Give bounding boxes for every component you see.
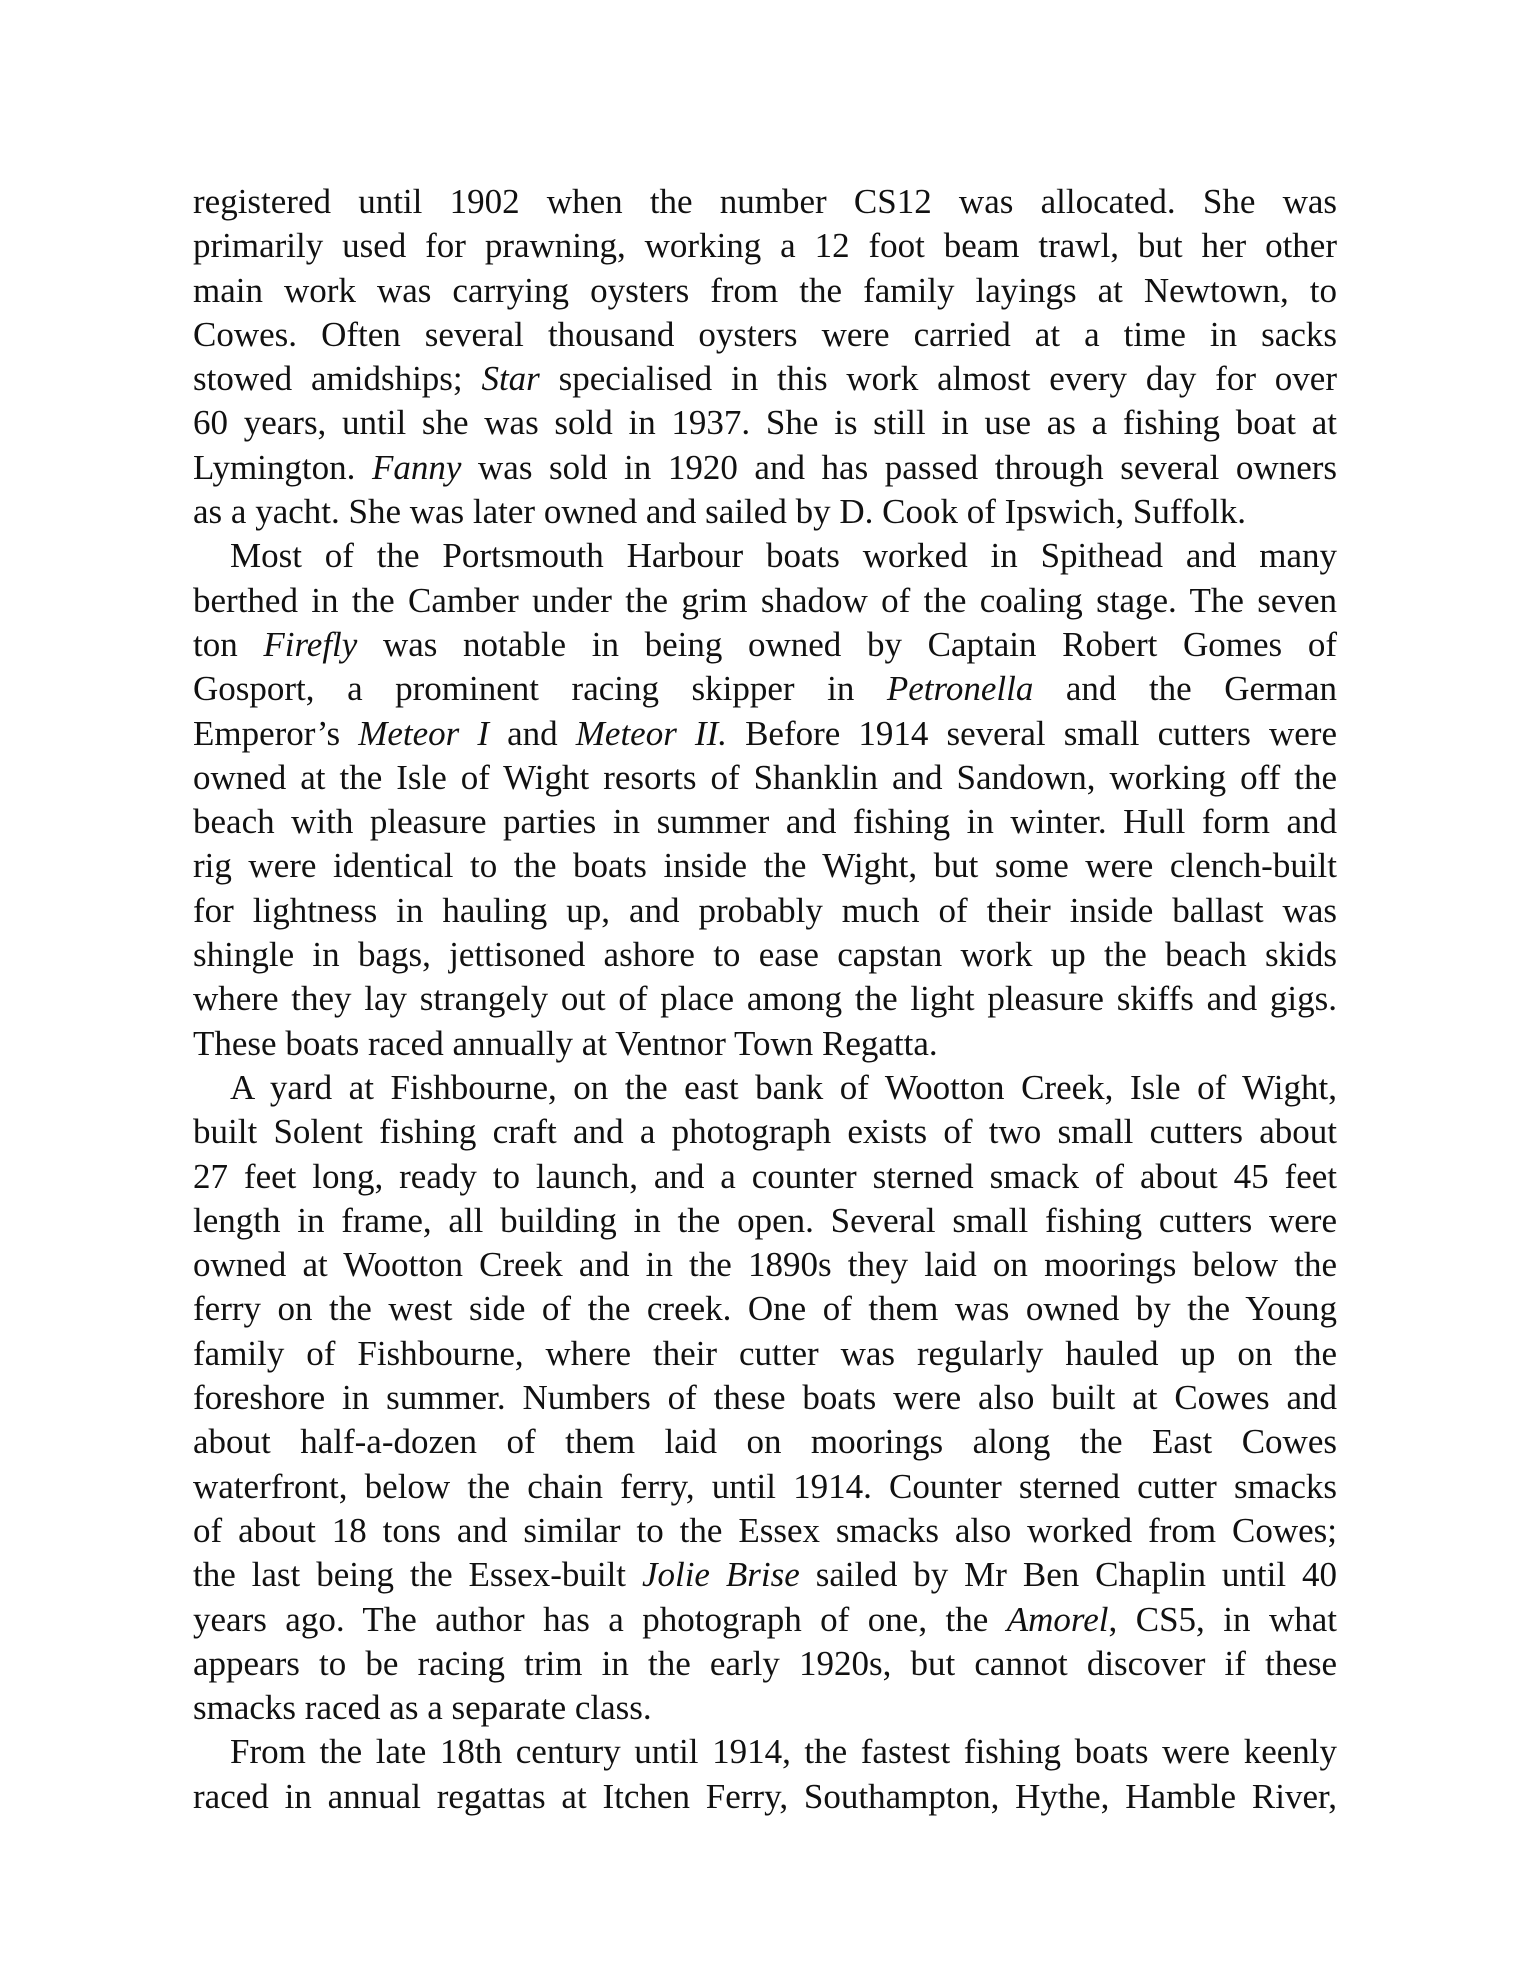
text-segment: waterfront, below the chain ferry, until 1914. Counter sterned cutter smacks [193, 1466, 1337, 1506]
italic-vessel-name: Jolie Brise [641, 1555, 800, 1595]
text-segment: foreshore in summer. Numbers of these boats were also built at Cowes and [193, 1378, 1337, 1418]
text-line [193, 1730, 1337, 1774]
text-segment: rig were identical to the boats inside the Wight, but some were clench-built [193, 846, 1337, 886]
text-line [193, 313, 1337, 357]
text-line [193, 1066, 1337, 1110]
italic-vessel-name: Firefly [263, 624, 358, 664]
text-segment: primarily used for prawning, working a 12 foot beam trawl, but her other [193, 226, 1337, 266]
text-segment: owned at the Isle of Wight resorts of Shanklin and Sandown, working off the [193, 757, 1337, 797]
text-line [193, 269, 1337, 313]
text-line [193, 756, 1337, 800]
text-segment: registered until 1902 when the number CS12 was allocated. She was [193, 182, 1337, 221]
text-segment: Before 1914 several small cutters were [726, 713, 1337, 753]
text-line [193, 889, 1337, 933]
italic-vessel-name: Meteor II. [575, 713, 727, 753]
text-segment: 60 years, until she was sold in 1937. She is still in use as a fishing boat at [193, 403, 1337, 443]
text-segment: was sold in 1920 and has passed through several owners [461, 447, 1337, 487]
text-segment: specialised in this work almost every day for over [539, 359, 1337, 399]
text-segment: Cowes. Often several thousand oysters were carried at a time in sacks [193, 314, 1337, 354]
text-segment: was notable in being owned by Captain Robert Gomes of [357, 624, 1337, 664]
text-line [193, 800, 1337, 844]
text-line [193, 1420, 1337, 1464]
text-segment: A yard at Fishbourne, on the east bank of Wootton Creek, Isle of Wight, [230, 1067, 1337, 1107]
text-segment: shingle in bags, jettisoned ashore to ease capstan work up the beach skids [193, 935, 1337, 975]
text-segment: ton [193, 624, 264, 664]
text-segment: Most of the Portsmouth Harbour boats worked in Spithead and many [230, 536, 1337, 576]
text-segment: built Solent fishing craft and a photograph exists of two small cutters about [193, 1112, 1337, 1152]
italic-vessel-name: Amorel [1006, 1599, 1109, 1639]
text-line [193, 623, 1337, 667]
text-line [193, 1553, 1337, 1597]
text-segment: length in frame, all building in the open. Several small fishing cutters were [193, 1200, 1337, 1240]
text-line [193, 180, 1337, 224]
text-segment: From the late 18th century until 1914, the fastest fishing boats were keenly [230, 1732, 1337, 1772]
text-segment: and [489, 713, 576, 753]
text-line [193, 977, 1337, 1021]
body-text [193, 180, 1337, 1819]
text-line [193, 1598, 1337, 1642]
text-segment: ferry on the west side of the creek. One of them was owned by the Young [193, 1289, 1337, 1329]
text-line [193, 1332, 1337, 1376]
text-line [193, 712, 1337, 756]
text-line [193, 224, 1337, 268]
text-segment: Lymington. [193, 447, 372, 487]
text-line [193, 1155, 1337, 1199]
text-segment: beach with pleasure parties in summer and fishing in winter. Hull form and [193, 802, 1337, 842]
text-segment: and the German [1033, 669, 1337, 709]
text-line [193, 1110, 1337, 1154]
text-line [193, 490, 1337, 534]
text-segment: main work was carrying oysters from the family layings at Newtown, to [193, 270, 1337, 310]
text-line [193, 1243, 1337, 1287]
text-line [193, 844, 1337, 888]
text-segment: smacks raced as a separate class. [193, 1688, 652, 1728]
paragraph [193, 1066, 1337, 1730]
paragraph [193, 534, 1337, 1066]
text-line [193, 1509, 1337, 1553]
text-line [193, 401, 1337, 445]
text-segment: stowed amidships; [193, 359, 482, 399]
text-line [193, 1022, 1337, 1066]
text-segment: where they lay strangely out of place among the light pleasure skiffs and gigs. [193, 979, 1337, 1019]
italic-vessel-name: Fanny [371, 447, 462, 487]
text-line [193, 357, 1337, 401]
text-line [193, 1287, 1337, 1331]
text-line [193, 1686, 1337, 1730]
text-segment: Gosport, a prominent racing skipper in [193, 669, 887, 709]
text-line [193, 1199, 1337, 1243]
text-line [193, 579, 1337, 623]
text-line [193, 1775, 1337, 1819]
text-segment: 27 feet long, ready to launch, and a counter sterned smack of about 45 feet [193, 1156, 1337, 1196]
text-segment: Emperor’s [193, 713, 359, 753]
text-line [193, 446, 1337, 490]
italic-vessel-name: Petronella [886, 669, 1034, 709]
text-line [193, 933, 1337, 977]
text-line [193, 1376, 1337, 1420]
text-segment: berthed in the Camber under the grim shadow of the coaling stage. The seven [193, 580, 1337, 620]
text-segment: as a yacht. She was later owned and sailed by D. Cook of Ipswich, Suffolk. [193, 492, 1247, 532]
text-segment: about half-a-dozen of them laid on moorings along the East Cowes [193, 1422, 1337, 1462]
text-line [193, 534, 1337, 578]
text-segment: years ago. The author has a photograph of one, the [193, 1599, 1007, 1639]
text-segment: the last being the Essex-built [193, 1555, 642, 1595]
italic-vessel-name: Star [481, 359, 540, 399]
text-segment: , CS5, in what [1108, 1599, 1337, 1639]
text-segment: for lightness in hauling up, and probably much of their inside ballast was [193, 890, 1337, 930]
text-segment: raced in annual regattas at Itchen Ferry, Southampton, Hythe, Hamble River, [193, 1776, 1337, 1816]
italic-vessel-name: Meteor I [358, 713, 490, 753]
text-segment: sailed by Mr Ben Chaplin until 40 [799, 1555, 1337, 1595]
text-segment: appears to be racing trim in the early 1920s, but cannot discover if these [193, 1643, 1337, 1683]
text-segment: owned at Wootton Creek and in the 1890s they laid on moorings below the [193, 1245, 1337, 1285]
text-segment: These boats raced annually at Ventnor Town Regatta. [193, 1023, 938, 1063]
text-segment: family of Fishbourne, where their cutter was regularly hauled up on the [193, 1333, 1337, 1373]
text-segment: of about 18 tons and similar to the Essex smacks also worked from Cowes; [193, 1510, 1337, 1550]
text-line [193, 1642, 1337, 1686]
text-line [193, 1465, 1337, 1509]
paragraph [193, 180, 1337, 534]
text-line [193, 667, 1337, 711]
paragraph [193, 1730, 1337, 1819]
